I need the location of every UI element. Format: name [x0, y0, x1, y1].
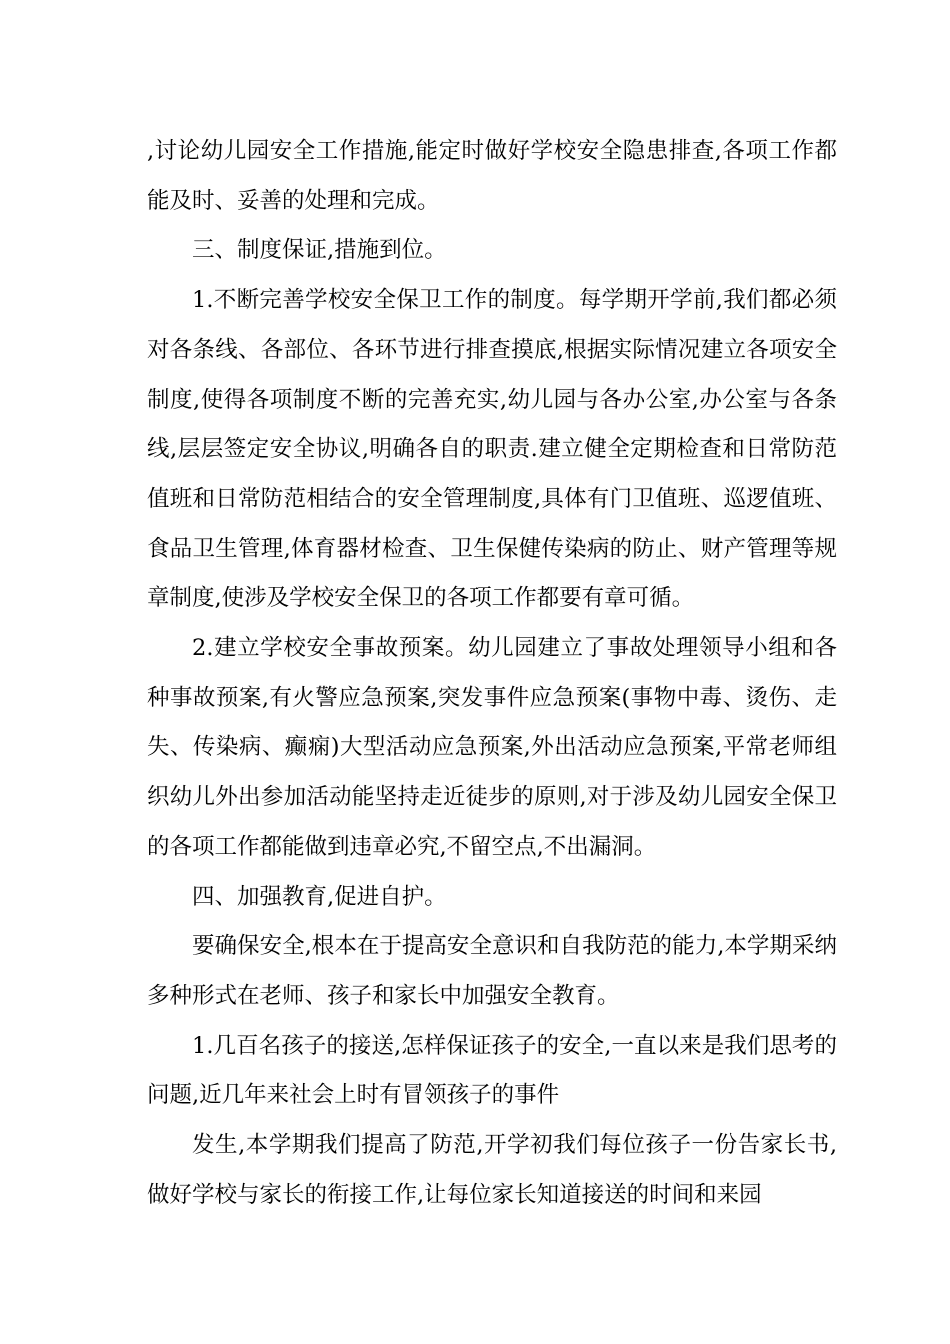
heading-section-three: 三、制度保证,措施到位。 — [192, 237, 447, 264]
paragraph-child-pickup: 1.几百名孩子的接送,怎样保证孩子的安全,一直以来是我们思考的问题,近几年来社会上时有冒领孩子的事件 — [147, 1032, 837, 1109]
paragraph-parent-letter: 发生,本学期我们提高了防范,开学初我们每位孩子一份告家长书,做好学校与家长的衔接工作,让每位家长知道接送的时间和来园 — [147, 1132, 837, 1208]
heading-section-four: 四、加强教育,促进自护。 — [192, 883, 447, 910]
paragraph-safety-education: 要确保安全,根本在于提高安全意识和自我防范的能力,本学期采纳多种形式在老师、孩子和家长中加强安全教育。 — [147, 933, 837, 1009]
paragraph-emergency-plans: 2.建立学校安全事故预案。幼儿园建立了事故处理领导小组和各种事故预案,有火警应急预案,突发事件应急预案(事物中毒、烫伤、走失、传染病、癫痫)大型活动应急预案,外出活动应急预案,平常老师组织幼儿外出参加活动能坚持走近徒步的原则,对于涉及幼儿园安全保卫的各项工作都能做到违章必究,不留空点,不出漏洞。 — [147, 635, 837, 860]
paragraph-safety-system: 1.不断完善学校安全保卫工作的制度。每学期开学前,我们都必须对各条线、各部位、各环节进行排查摸底,根据实际情况建立各项安全制度,使得各项制度不断的完善充实,幼儿园与各办公室,办公室与各条线,层层签定安全协议,明确各自的职责.建立健全定期检查和日常防范值班和日常防范相结合的安全管理制度,具体有门卫值班、巡逻值班、食品卫生管理,体育器材检查、卫生保健传染病的防止、财产管理等规章制度,使涉及学校安全保卫的各项工作都要有章可循。 — [147, 287, 837, 612]
document-body — [147, 127, 837, 1220]
paragraph-continuation: ,讨论幼儿园安全工作措施,能定时做好学校安全隐患排查,各项工作都能及时、妥善的处理和完成。 — [147, 138, 837, 214]
